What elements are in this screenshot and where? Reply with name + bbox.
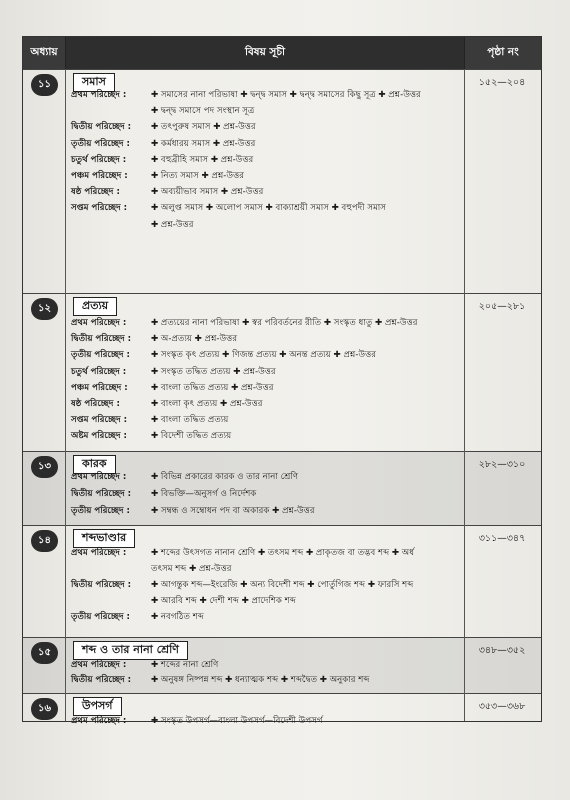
subsection-row xyxy=(71,472,466,483)
subsection-label: প্রথম পরিচ্ছেদ : xyxy=(71,472,127,482)
subsection-row xyxy=(71,334,466,345)
chapter-title: শব্দভাণ্ডার xyxy=(73,529,135,548)
subsection-topics: ✚ শব্দের উৎসগত নানান শ্রেণি ✚ তৎসম শব্দ ✚ প্রাকৃতজ বা তদ্ভব শব্দ ✚ অর্ধ xyxy=(151,548,415,558)
subsection-row xyxy=(71,171,466,182)
chapter-title: প্রত্যয় xyxy=(73,297,117,316)
subsection-row xyxy=(71,415,466,426)
subsection-row xyxy=(71,612,466,623)
subsection-topics: ✚ নিত্য সমাস ✚ প্রশ্ন-উত্তর xyxy=(151,171,244,181)
subsection-topics-continued: তৎসম শব্দ ✚ প্রশ্ন-উত্তর xyxy=(151,564,232,574)
page-column-header: পৃষ্ঠা নং xyxy=(465,37,541,69)
subsection-row xyxy=(71,489,466,500)
subsection-row xyxy=(71,90,466,101)
chapter-column-header: অধ্যায় xyxy=(23,37,66,69)
subsection-row xyxy=(71,139,466,150)
subsection-label: প্রথম পরিচ্ছেদ : xyxy=(71,660,127,670)
chapter-number-badge: ১৪ xyxy=(31,530,58,552)
chapter-number-badge: ১১ xyxy=(31,74,58,96)
subsection-label: দ্বিতীয় পরিচ্ছেদ : xyxy=(71,122,132,133)
chapter-number-badge: ১৩ xyxy=(31,456,58,478)
subsection-row xyxy=(71,187,466,198)
subsection-label: দ্বিতীয় পরিচ্ছেদ : xyxy=(71,489,132,499)
page-range: ৩৫৩—৩৬৮ xyxy=(478,701,526,712)
subsection-label: প্রথম পরিচ্ছেদ : xyxy=(71,318,127,328)
subsection-topics: ✚ অলুপ্ত সমাস ✚ অলোপ সমাস ✚ বাক্যাশ্রয়ী সমাস ✚ বহুপদী সমাস xyxy=(151,203,386,214)
subsection-label: প্রথম পরিচ্ছেদ : xyxy=(71,716,127,726)
toc-header xyxy=(23,37,541,69)
subsection-label: তৃতীয় পরিচ্ছেদ : xyxy=(71,350,130,361)
subsection-row xyxy=(71,399,466,410)
subsection-topics: ✚ প্রত্যয়ের নানা পরিভাষা ✚ স্বর পরিবর্তনের রীতি ✚ সংস্কৃত ধাতু ✚ প্রশ্ন-উত্তর xyxy=(151,318,418,328)
subsection-row xyxy=(71,122,466,133)
subsection-label: প্রথম পরিচ্ছেদ : xyxy=(71,90,127,100)
subsection-row xyxy=(71,675,466,686)
subsection-row xyxy=(71,350,466,361)
subsection-topics: ✚ আগন্তুক শব্দ—ইংরেজি ✚ অন্য বিদেশী শব্দ ✚ পোর্তুগিজ শব্দ ✚ ফারসি শব্দ xyxy=(151,580,414,590)
subsection-topics: ✚ বিভক্তি—অনুসর্গ ও নির্দেশক xyxy=(151,489,257,499)
subsection-label: দ্বিতীয় পরিচ্ছেদ : xyxy=(71,675,132,685)
subsection-label: অষ্টম পরিচ্ছেদ : xyxy=(71,431,127,442)
subsection-topics: ✚ নবগঠিত শব্দ xyxy=(151,612,204,622)
subsection-label: সপ্তম পরিচ্ছেদ : xyxy=(71,203,128,214)
column-divider xyxy=(65,69,66,721)
subsection-label: পঞ্চম পরিচ্ছেদ : xyxy=(71,382,128,393)
subsection-label: তৃতীয় পরিচ্ছেদ : xyxy=(71,506,130,516)
chapter-number-badge: ১২ xyxy=(31,298,58,320)
subsection-label: তৃতীয় পরিচ্ছেদ : xyxy=(71,612,130,622)
subsection-topics: ✚ বিভিন্ন প্রকারের কারক ও তার নানা শ্রেণি xyxy=(151,472,299,482)
subsection-row xyxy=(71,203,466,214)
subsection-topics: ✚ বাংলা কৃৎ প্রত্যয় ✚ প্রশ্ন-উত্তর xyxy=(151,399,263,409)
page-range: ৩৪৮—৩৫২ xyxy=(478,645,526,656)
subsection-label: দ্বিতীয় পরিচ্ছেদ : xyxy=(71,334,132,345)
column-divider xyxy=(464,69,465,721)
chapter-title: কারক xyxy=(73,455,116,474)
subsection-topics: ✚ কর্মধারয় সমাস ✚ প্রশ্ন-উত্তর xyxy=(151,138,256,149)
subsection-row xyxy=(71,506,466,517)
chapter-number-badge: ১৬ xyxy=(31,698,58,720)
subsection-row xyxy=(71,367,466,378)
subsection-row xyxy=(71,548,466,559)
subsection-topics-continued: ✚ আরবি শব্দ ✚ দেশী শব্দ ✚ প্রাদেশিক শব্দ xyxy=(151,596,296,606)
subsection-topics: ✚ সম্বন্ধ ও সম্বোধন পদ বা অকারক ✚ প্রশ্ন-উত্তর xyxy=(151,506,315,516)
subsection-topics: ✚ বাংলা তদ্ধিত প্রত্যয় ✚ প্রশ্ন-উত্তর xyxy=(151,382,274,393)
page-range: ৩১১—৩৪৭ xyxy=(478,533,526,544)
subsection-label: ষষ্ঠ পরিচ্ছেদ : xyxy=(71,399,120,409)
subsection-row xyxy=(71,383,466,394)
subsection-topics: ✚ অব্যয়ীভাব সমাস ✚ প্রশ্ন-উত্তর xyxy=(151,187,264,198)
subsection-label: সপ্তম পরিচ্ছেদ : xyxy=(71,415,128,426)
subsection-row xyxy=(71,580,466,591)
subsection-topics-continued: ✚ দ্বন্দ্ব সমাসে পদ সংস্থান সূত্র xyxy=(151,106,255,117)
subsection-topics: ✚ অ-প্রত্যয় ✚ প্রশ্ন-উত্তর xyxy=(151,334,238,345)
chapter-title: সমাস xyxy=(73,73,115,92)
subsection-row xyxy=(71,155,466,166)
page-range: ১৫২—২০৪ xyxy=(478,77,526,88)
chapter-title: শব্দ ও তার নানা শ্রেণি xyxy=(73,641,188,660)
subsection-row xyxy=(71,318,466,329)
subsection-row xyxy=(71,660,466,671)
subsection-topics: ✚ সংস্কৃত তদ্ধিত প্রত্যয় ✚ প্রশ্ন-উত্তর xyxy=(151,366,276,377)
subsection-topics: ✚ অনুষঙ্গ নিষ্পন্ন শব্দ ✚ ধন্যাত্মক শব্দ ✚ শব্দদ্বৈত ✚ অনুকার শব্দ xyxy=(151,675,370,685)
subsection-topics-continued: ✚ প্রশ্ন-উত্তর xyxy=(151,219,194,230)
subsection-row xyxy=(71,716,466,727)
subsection-label: ষষ্ঠ পরিচ্ছেদ : xyxy=(71,187,120,198)
subsection-topics: ✚ বিদেশী তদ্ধিত প্রত্যয় xyxy=(151,431,232,442)
subsection-topics: ✚ সংস্কৃত কৃৎ প্রত্যয় ✚ ণিজন্ত প্রত্যয় ✚ অনন্ত প্রত্যয় ✚ প্রশ্ন-উত্তর xyxy=(151,350,376,361)
subsection-label: দ্বিতীয় পরিচ্ছেদ : xyxy=(71,580,132,590)
page-range: ২৮২—৩১০ xyxy=(478,459,526,470)
subsection-label: পঞ্চম পরিচ্ছেদ : xyxy=(71,171,128,181)
page-range: ২০৫—২৮১ xyxy=(478,301,526,312)
subsection-topics: ✚ সংস্কৃত উপসর্গ—বাংলা উপসর্গ—বিদেশী উপসর্গ xyxy=(151,716,323,726)
subsection-label: প্রথম পরিচ্ছেদ : xyxy=(71,548,127,558)
chapter-number-badge: ১৫ xyxy=(31,642,58,664)
subsection-topics: ✚ বাংলা তদ্ধিত প্রত্যয় xyxy=(151,415,229,426)
subsection-label: তৃতীয় পরিচ্ছেদ : xyxy=(71,138,130,149)
chapter-title: উপসর্গ xyxy=(73,697,122,716)
subsection-topics: ✚ বহুব্রীহি সমাস ✚ প্রশ্ন-উত্তর xyxy=(151,154,254,165)
subsection-topics: ✚ শব্দের নানা শ্রেণি xyxy=(151,660,219,670)
subsection-topics: ✚ সমাসের নানা পরিভাষা ✚ দ্বন্দ্ব সমাস ✚ দ্বন্দ্ব সমাসের কিছু সূত্র ✚ প্রশ্ন-উত্তর xyxy=(151,90,421,100)
table-of-contents xyxy=(22,36,542,726)
subsection-topics: ✚ তৎপুরুষ সমাস ✚ প্রশ্ন-উত্তর xyxy=(151,122,256,133)
contents-column-header: বিষয় সূচী xyxy=(66,37,465,69)
subsection-label: চতুর্থ পরিচ্ছেদ : xyxy=(71,366,127,377)
subsection-row xyxy=(71,431,466,442)
subsection-label: চতুর্থ পরিচ্ছেদ : xyxy=(71,154,127,165)
